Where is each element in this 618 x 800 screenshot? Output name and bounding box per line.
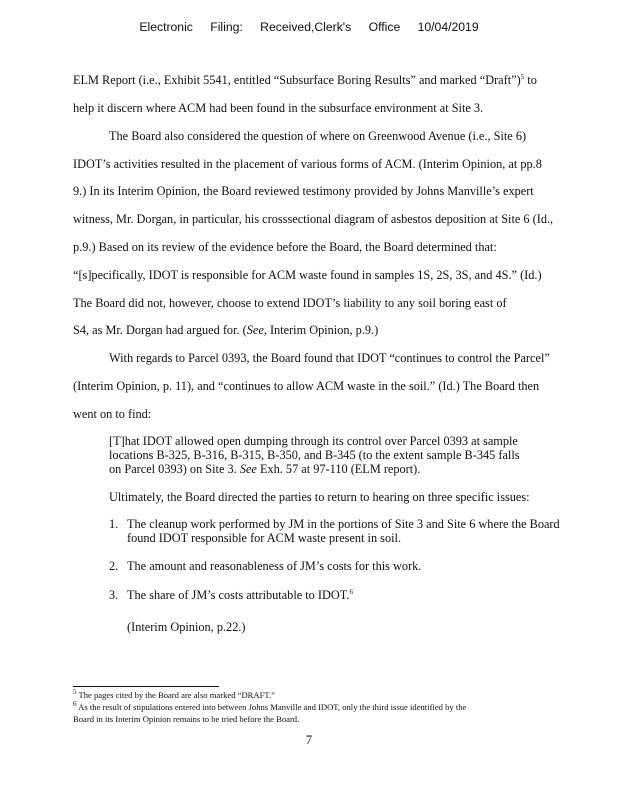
interim-opinion-citation: (Interim Opinion, p.22.) xyxy=(127,620,246,634)
block-quote-line-2: locations B-325, B-316, B-315, B-350, and B-345 (to the extent sample B-345 falls xyxy=(109,448,520,462)
list-number: 2. xyxy=(109,559,119,573)
page-number: 7 xyxy=(305,733,313,747)
text-run: Exh. 57 at 97-110 (ELM report). xyxy=(256,462,421,476)
list-text-line-2: found IDOT responsible for ACM waste present in soil. xyxy=(127,531,402,545)
footnote-mark: 6 xyxy=(73,700,77,709)
text-run: S4, as Mr. Dorgan had argued for. ( xyxy=(73,323,247,337)
paragraph-2-line-5: p.9.) Based on its review of the evidence before the Board, the Board determined that: xyxy=(73,240,497,254)
footnote-6-line-1 xyxy=(73,702,466,712)
footnote-ref-6: 6 xyxy=(349,587,353,596)
paragraph-1-line-1 xyxy=(73,73,537,88)
footnote-mark: 5 xyxy=(73,688,77,697)
electronic-filing-header: Electronic Filing: Received,Clerk's Office 10/04/2019 xyxy=(139,20,479,34)
paragraph-3-line-3: went on to find: xyxy=(73,407,152,421)
footnote-ref-5: 5 xyxy=(520,72,525,81)
block-quote-line-1: [T]hat IDOT allowed open dumping through its control over Parcel 0393 at sample xyxy=(109,434,518,448)
footnote-separator xyxy=(73,686,219,687)
paragraph-2-line-4: witness, Mr. Dorgan, in particular, his crosssectional diagram of asbestos deposition at Site 6 (Id., xyxy=(73,212,554,226)
text-run: , Interim Opinion, p.9.) xyxy=(263,323,379,337)
paragraph-3-line-2: (Interim Opinion, p. 11), and “continues to allow ACM waste in the soil.” (Id.) The Board then xyxy=(73,379,540,393)
text-run: ELM Report (i.e., Exhibit 5541, entitled “Subsurface Boring Results” and marked “Draft”) xyxy=(73,73,521,87)
footnote-text: As the result of stipulations entered into between Johns Manville and IDOT, only the third issue identified by the xyxy=(76,702,467,712)
list-number: 1. xyxy=(109,517,119,531)
paragraph-2-line-8 xyxy=(73,323,378,338)
footnote-text: The pages cited by the Board are also marked “DRAFT.” xyxy=(76,690,275,700)
signal-see: See xyxy=(239,462,257,476)
paragraph-2-line-1: The Board also considered the question of where on Greenwood Avenue (i.e., Site 6) xyxy=(109,129,527,143)
text-run: to xyxy=(524,73,537,87)
signal-see: See xyxy=(246,323,264,337)
footnote-5 xyxy=(73,690,275,700)
paragraph-1-line-2: help it discern where ACM had been found in the subsurface environment at Site 3. xyxy=(73,101,484,115)
paragraph-2-line-6: “[s]pecifically, IDOT is responsible for ACM waste found in samples 1S, 2S, 3S, and 4S.” (Id.) xyxy=(73,268,542,282)
list-text-line-1: The amount and reasonableness of JM’s costs for this work. xyxy=(127,559,422,573)
footnote-6-line-2: Board in its Interim Opinion remains to be tried before the Board. xyxy=(73,714,300,724)
list-text-line-1 xyxy=(127,588,353,603)
list-text-line-1: The cleanup work performed by JM in the portions of Site 3 and Site 6 where the Board xyxy=(127,517,560,531)
paragraph-2-line-2: IDOT’s activities resulted in the placement of various forms of ACM. (Interim Opinion, at pp.8 xyxy=(73,157,542,171)
paragraph-2-line-3: 9.) In its Interim Opinion, the Board reviewed testimony provided by Johns Manville’s expert xyxy=(73,184,534,198)
text-run: on Parcel 0393) on Site 3. xyxy=(109,462,240,476)
paragraph-2-line-7: The Board did not, however, choose to extend IDOT’s liability to any soil boring east of xyxy=(73,296,507,310)
paragraph-3-line-1: With regards to Parcel 0393, the Board found that IDOT “continues to control the Parcel” xyxy=(109,351,550,365)
list-number: 3. xyxy=(109,588,119,602)
text-run: The share of JM’s costs attributable to IDOT. xyxy=(127,588,350,602)
block-quote-line-3 xyxy=(109,462,420,477)
paragraph-4-line-1: Ultimately, the Board directed the parties to return to hearing on three specific issues: xyxy=(109,490,530,504)
